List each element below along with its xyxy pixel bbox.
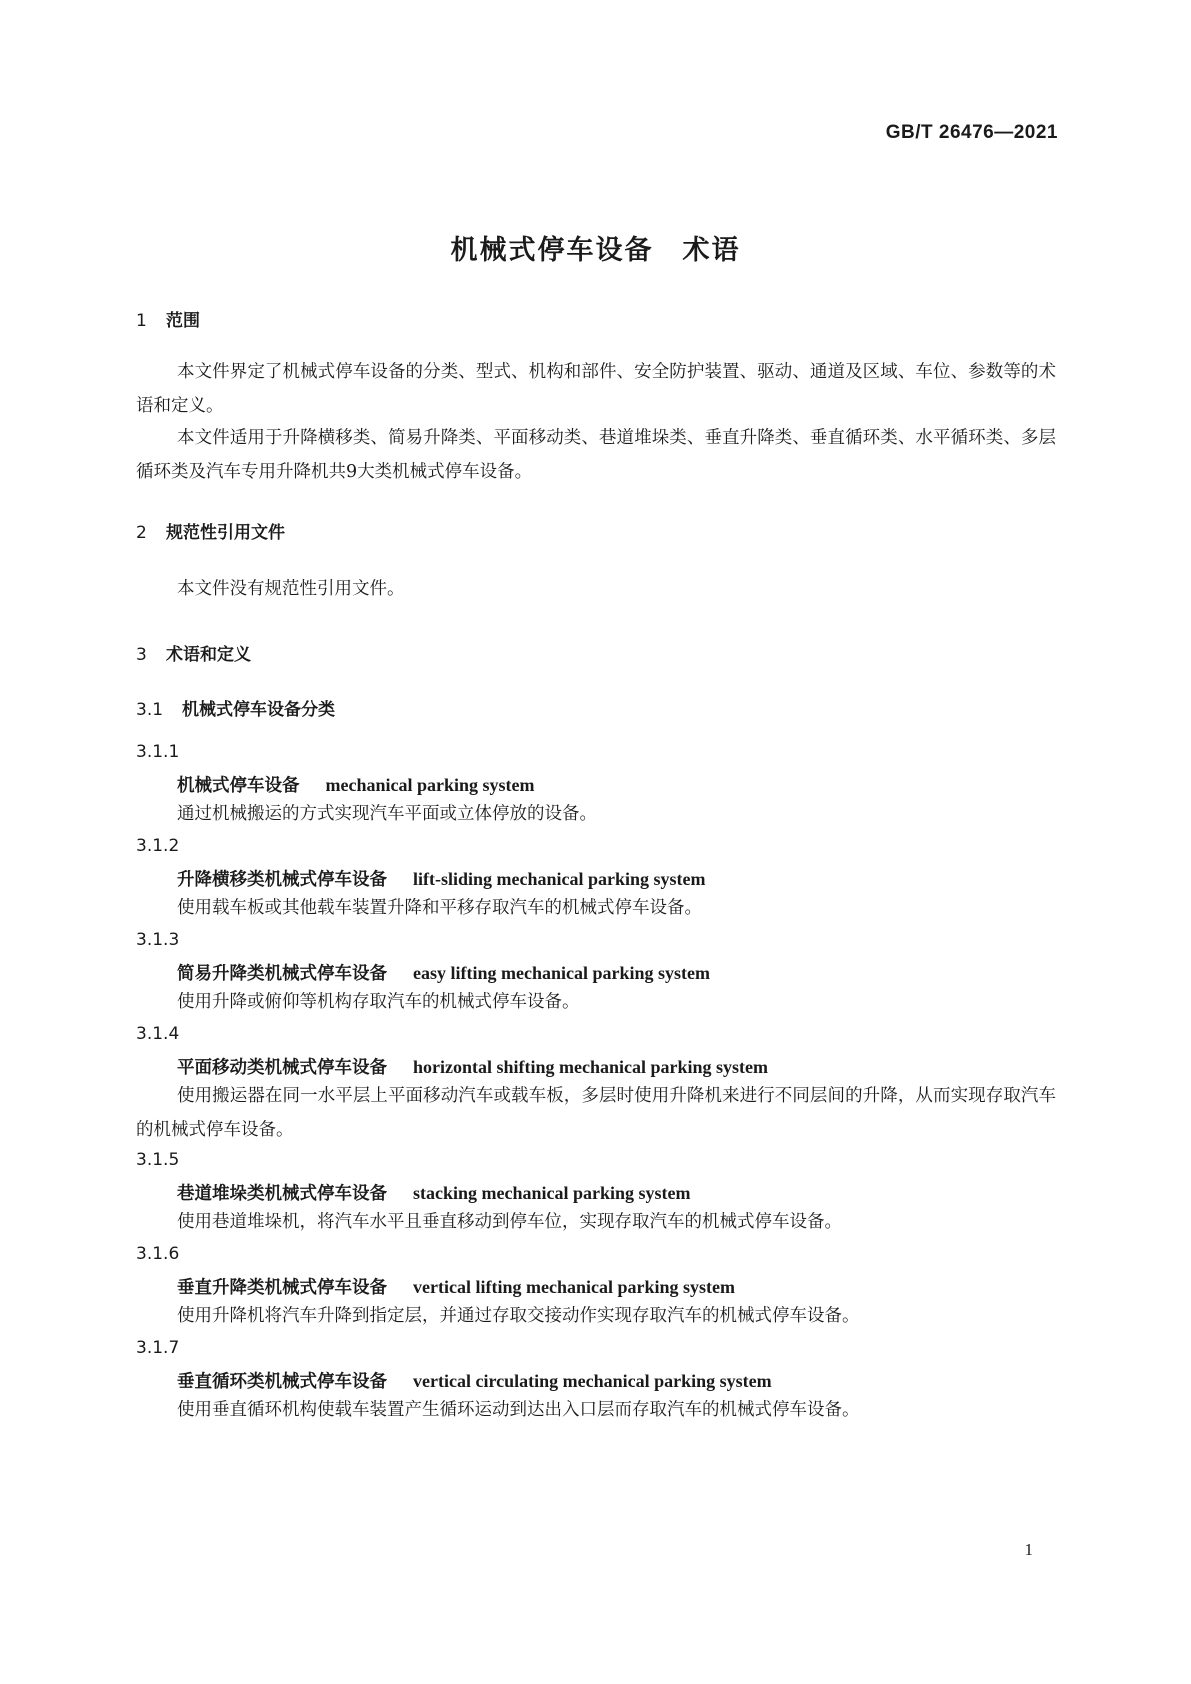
section-number: 1 xyxy=(136,311,147,331)
page-number: 1 xyxy=(1024,1540,1033,1559)
term-english: stacking mechanical parking system xyxy=(413,1183,691,1203)
term-number: 3.1.4 xyxy=(136,1024,180,1044)
term-english: easy lifting mechanical parking system xyxy=(413,963,710,983)
term-heading xyxy=(177,772,535,797)
subsection-number: 3.1 xyxy=(136,700,164,720)
term-number: 3.1.1 xyxy=(136,742,180,762)
term-chinese: 机械式停车设备 xyxy=(177,776,300,796)
section-title: 术语和定义 xyxy=(166,645,251,665)
term-chinese: 垂直循环类机械式停车设备 xyxy=(177,1372,387,1392)
term-english: horizontal shifting mechanical parking system xyxy=(413,1057,769,1077)
term-definition: 使用载车板或其他载车装置升降和平移存取汽车的机械式停车设备。 xyxy=(177,898,702,918)
term-english: lift-sliding mechanical parking system xyxy=(413,869,706,889)
term-definition: 使用垂直循环机构使载车装置产生循环运动到达出入口层而存取汽车的机械式停车设备。 xyxy=(177,1400,860,1420)
term-heading xyxy=(177,1274,735,1299)
term-definition: 使用巷道堆垛机，将汽车水平且垂直移动到停车位，实现存取汽车的机械式停车设备。 xyxy=(177,1212,842,1232)
term-number: 3.1.6 xyxy=(136,1244,180,1264)
section-number: 3 xyxy=(136,645,147,665)
term-number: 3.1.2 xyxy=(136,836,180,856)
term-number: 3.1.5 xyxy=(136,1150,180,1170)
term-english: vertical lifting mechanical parking system xyxy=(413,1277,735,1297)
term-definition: 使用搬运器在同一水平层上平面移动汽车或载车板，多层时使用升降机来进行不同层间的升降，从而实现存取汽车的机械式停车设备。 xyxy=(136,1086,1056,1140)
section-1-paragraph-2: 本文件适用于升降横移类、简易升降类、平面移动类、巷道堆垛类、垂直升降类、垂直循环类、水平循环类、多层循环类及汽车专用升降机共9大类机械式停车设备。 xyxy=(136,428,1056,482)
term-number: 3.1.7 xyxy=(136,1338,180,1358)
section-3-heading xyxy=(136,640,251,665)
term-number: 3.1.3 xyxy=(136,930,180,950)
section-2-paragraph-1: 本文件没有规范性引用文件。 xyxy=(177,579,405,599)
term-heading xyxy=(177,866,706,891)
term-heading xyxy=(177,1368,772,1393)
section-title: 范围 xyxy=(166,311,200,331)
section-1-paragraph-1: 本文件界定了机械式停车设备的分类、型式、机构和部件、安全防护装置、驱动、通道及区域、车位、参数等的术语和定义。 xyxy=(136,362,1056,416)
term-definition: 使用升降或俯仰等机构存取汽车的机械式停车设备。 xyxy=(177,992,580,1012)
term-chinese: 垂直升降类机械式停车设备 xyxy=(177,1278,387,1298)
term-english: vertical circulating mechanical parking system xyxy=(413,1371,772,1391)
term-definition: 使用升降机将汽车升降到指定层，并通过存取交接动作实现存取汽车的机械式停车设备。 xyxy=(177,1306,860,1326)
term-heading xyxy=(177,960,710,985)
term-chinese: 巷道堆垛类机械式停车设备 xyxy=(177,1184,387,1204)
document-title: 机械式停车设备 术语 xyxy=(450,235,741,266)
section-1-heading xyxy=(136,306,200,331)
subsection-3-1-heading xyxy=(136,695,335,720)
section-title: 规范性引用文件 xyxy=(166,523,285,543)
term-heading xyxy=(177,1180,691,1205)
standard-code: GB/T 26476—2021 xyxy=(885,122,1058,143)
term-chinese: 升降横移类机械式停车设备 xyxy=(177,870,387,890)
term-english: mechanical parking system xyxy=(325,775,535,795)
subsection-title: 机械式停车设备分类 xyxy=(182,700,335,720)
section-number: 2 xyxy=(136,523,147,543)
term-chinese: 平面移动类机械式停车设备 xyxy=(177,1058,387,1078)
section-2-heading xyxy=(136,518,285,543)
term-chinese: 简易升降类机械式停车设备 xyxy=(177,964,387,984)
term-definition: 通过机械搬运的方式实现汽车平面或立体停放的设备。 xyxy=(177,804,597,824)
term-heading xyxy=(177,1054,768,1079)
